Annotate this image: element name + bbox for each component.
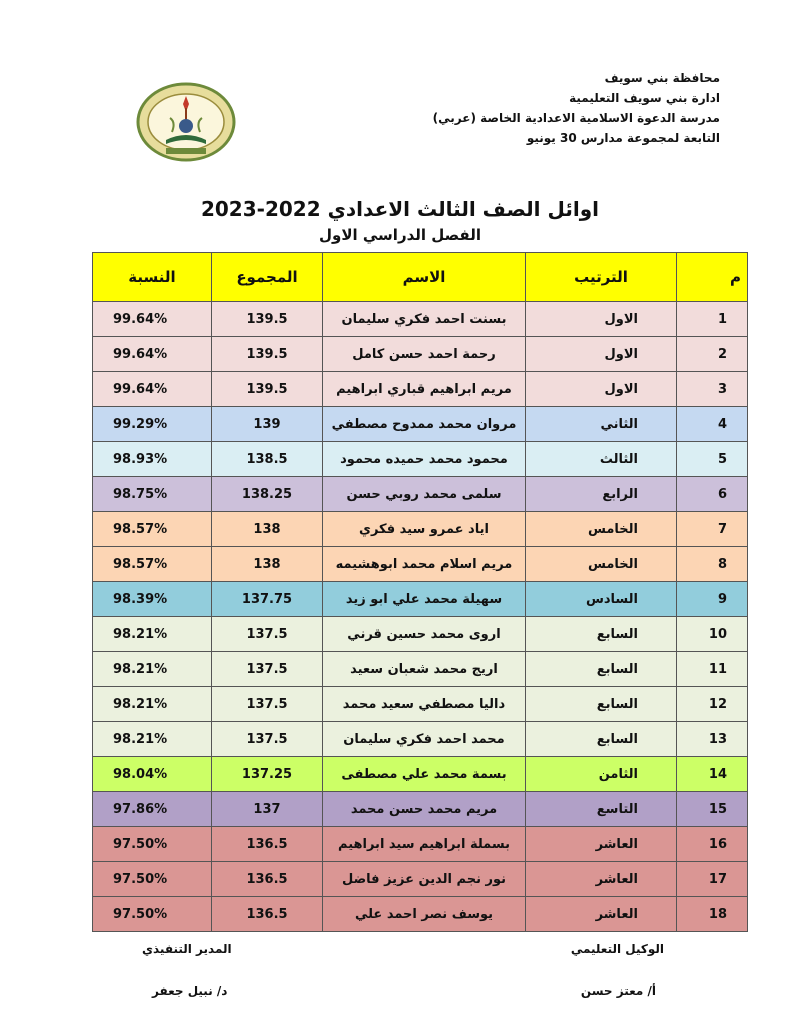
cell-no: 10 — [677, 617, 748, 652]
cell-rank: السابع — [526, 652, 677, 687]
cell-percent: 97.86% — [93, 792, 212, 827]
table-row — [93, 897, 748, 932]
cell-rank: الاول — [526, 302, 677, 337]
cell-percent: 99.64% — [93, 372, 212, 407]
table-row — [93, 442, 748, 477]
table-row — [93, 512, 748, 547]
cell-no: 18 — [677, 897, 748, 932]
cell-name: داليا مصطفي سعيد محمد — [323, 687, 526, 722]
header-total: المجموع — [212, 253, 323, 302]
cell-no: 14 — [677, 757, 748, 792]
executive-director-title: المدير التنفيذي — [142, 942, 232, 956]
cell-rank: الاول — [526, 337, 677, 372]
cell-total: 137 — [212, 792, 323, 827]
cell-percent: 99.29% — [93, 407, 212, 442]
cell-name: مروان محمد ممدوح مصطفي — [323, 407, 526, 442]
cell-name: سلمى محمد روبي حسن — [323, 477, 526, 512]
page-subtitle: الفصل الدراسي الاول — [319, 226, 481, 244]
page-title: اوائل الصف الثالث الاعدادي 2022-2023 — [200, 197, 600, 221]
administration-line: ادارة بني سويف التعليمية — [569, 91, 720, 105]
cell-percent: 98.21% — [93, 617, 212, 652]
cell-total: 136.5 — [212, 827, 323, 862]
educational-deputy-name: أ/ معتز حسن — [580, 984, 656, 998]
cell-total: 139.5 — [212, 302, 323, 337]
table-row — [93, 792, 748, 827]
cell-total: 138 — [212, 512, 323, 547]
cell-no: 8 — [677, 547, 748, 582]
cell-percent: 99.64% — [93, 337, 212, 372]
cell-rank: الثالث — [526, 442, 677, 477]
cell-total: 139.5 — [212, 372, 323, 407]
cell-rank: الاول — [526, 372, 677, 407]
cell-name: اروى محمد حسين قرني — [323, 617, 526, 652]
school-name-line: مدرسة الدعوة الاسلامية الاعدادية الخاصة (عربي) — [432, 111, 720, 125]
header-rank: الترتيب — [526, 253, 677, 302]
table-header-row — [93, 253, 748, 302]
governorate-line: محافظة بني سويف — [604, 71, 720, 85]
table-row — [93, 687, 748, 722]
cell-rank: العاشر — [526, 862, 677, 897]
cell-name: بسنت احمد فكري سليمان — [323, 302, 526, 337]
cell-total: 137.75 — [212, 582, 323, 617]
cell-total: 136.5 — [212, 862, 323, 897]
cell-percent: 97.50% — [93, 827, 212, 862]
table-row — [93, 757, 748, 792]
educational-deputy-title: الوكيل التعليمي — [570, 942, 664, 956]
cell-percent: 98.75% — [93, 477, 212, 512]
header-name: الاسم — [323, 253, 526, 302]
table-body — [93, 302, 748, 932]
header-no: م — [677, 253, 748, 302]
header-percent: النسبة — [93, 253, 212, 302]
cell-percent: 98.21% — [93, 687, 212, 722]
cell-name: مريم اسلام محمد ابوهشيمه — [323, 547, 526, 582]
table-row — [93, 302, 748, 337]
table-row — [93, 547, 748, 582]
table-row — [93, 652, 748, 687]
cell-no: 16 — [677, 827, 748, 862]
cell-total: 138.25 — [212, 477, 323, 512]
cell-percent: 98.39% — [93, 582, 212, 617]
table-row — [93, 827, 748, 862]
table-row — [93, 582, 748, 617]
cell-no: 3 — [677, 372, 748, 407]
table-row — [93, 862, 748, 897]
cell-rank: السابع — [526, 617, 677, 652]
cell-name: نور نجم الدين عزيز فاضل — [323, 862, 526, 897]
cell-no: 13 — [677, 722, 748, 757]
school-header — [420, 68, 720, 148]
cell-rank: السابع — [526, 722, 677, 757]
cell-total: 137.5 — [212, 722, 323, 757]
table-row — [93, 477, 748, 512]
cell-no: 1 — [677, 302, 748, 337]
table-row — [93, 722, 748, 757]
cell-percent: 98.21% — [93, 722, 212, 757]
cell-rank: الخامس — [526, 512, 677, 547]
executive-director-name: د/ نبيل جعفر — [152, 984, 228, 998]
cell-total: 138 — [212, 547, 323, 582]
cell-total: 137.5 — [212, 652, 323, 687]
cell-rank: السابع — [526, 687, 677, 722]
cell-name: اياد عمرو سيد فكري — [323, 512, 526, 547]
cell-name: سهيلة محمد علي ابو زيد — [323, 582, 526, 617]
cell-name: رحمة احمد حسن كامل — [323, 337, 526, 372]
cell-no: 2 — [677, 337, 748, 372]
cell-rank: التاسع — [526, 792, 677, 827]
cell-name: محمد احمد فكري سليمان — [323, 722, 526, 757]
cell-name: محمود محمد حميده محمود — [323, 442, 526, 477]
cell-percent: 98.04% — [93, 757, 212, 792]
cell-percent: 98.57% — [93, 547, 212, 582]
cell-name: اريج محمد شعبان سعيد — [323, 652, 526, 687]
cell-name: مريم ابراهيم قباري ابراهيم — [323, 372, 526, 407]
table-row — [93, 372, 748, 407]
cell-total: 136.5 — [212, 897, 323, 932]
cell-no: 7 — [677, 512, 748, 547]
school-logo-icon — [136, 82, 236, 162]
cell-percent: 98.93% — [93, 442, 212, 477]
cell-no: 9 — [677, 582, 748, 617]
cell-rank: العاشر — [526, 827, 677, 862]
cell-total: 137.25 — [212, 757, 323, 792]
table-row — [93, 407, 748, 442]
table-row — [93, 617, 748, 652]
school-group-line: التابعة لمجموعة مدارس 30 يونيو — [526, 131, 720, 145]
cell-no: 12 — [677, 687, 748, 722]
cell-name: يوسف نصر احمد علي — [323, 897, 526, 932]
cell-percent: 98.57% — [93, 512, 212, 547]
cell-total: 138.5 — [212, 442, 323, 477]
cell-name: مريم محمد حسن محمد — [323, 792, 526, 827]
cell-percent: 97.50% — [93, 862, 212, 897]
cell-total: 137.5 — [212, 687, 323, 722]
cell-percent: 97.50% — [93, 897, 212, 932]
cell-no: 11 — [677, 652, 748, 687]
cell-no: 6 — [677, 477, 748, 512]
cell-rank: الثاني — [526, 407, 677, 442]
cell-no: 4 — [677, 407, 748, 442]
cell-rank: العاشر — [526, 897, 677, 932]
cell-rank: الثامن — [526, 757, 677, 792]
cell-no: 5 — [677, 442, 748, 477]
cell-name: بسمة محمد علي مصطفى — [323, 757, 526, 792]
cell-rank: الخامس — [526, 547, 677, 582]
cell-percent: 99.64% — [93, 302, 212, 337]
cell-percent: 98.21% — [93, 652, 212, 687]
cell-name: بسملة ابراهيم سيد ابراهيم — [323, 827, 526, 862]
cell-total: 139 — [212, 407, 323, 442]
cell-total: 137.5 — [212, 617, 323, 652]
cell-rank: السادس — [526, 582, 677, 617]
results-table — [92, 252, 748, 932]
cell-no: 17 — [677, 862, 748, 897]
cell-no: 15 — [677, 792, 748, 827]
table-row — [93, 337, 748, 372]
cell-total: 139.5 — [212, 337, 323, 372]
cell-rank: الرابع — [526, 477, 677, 512]
